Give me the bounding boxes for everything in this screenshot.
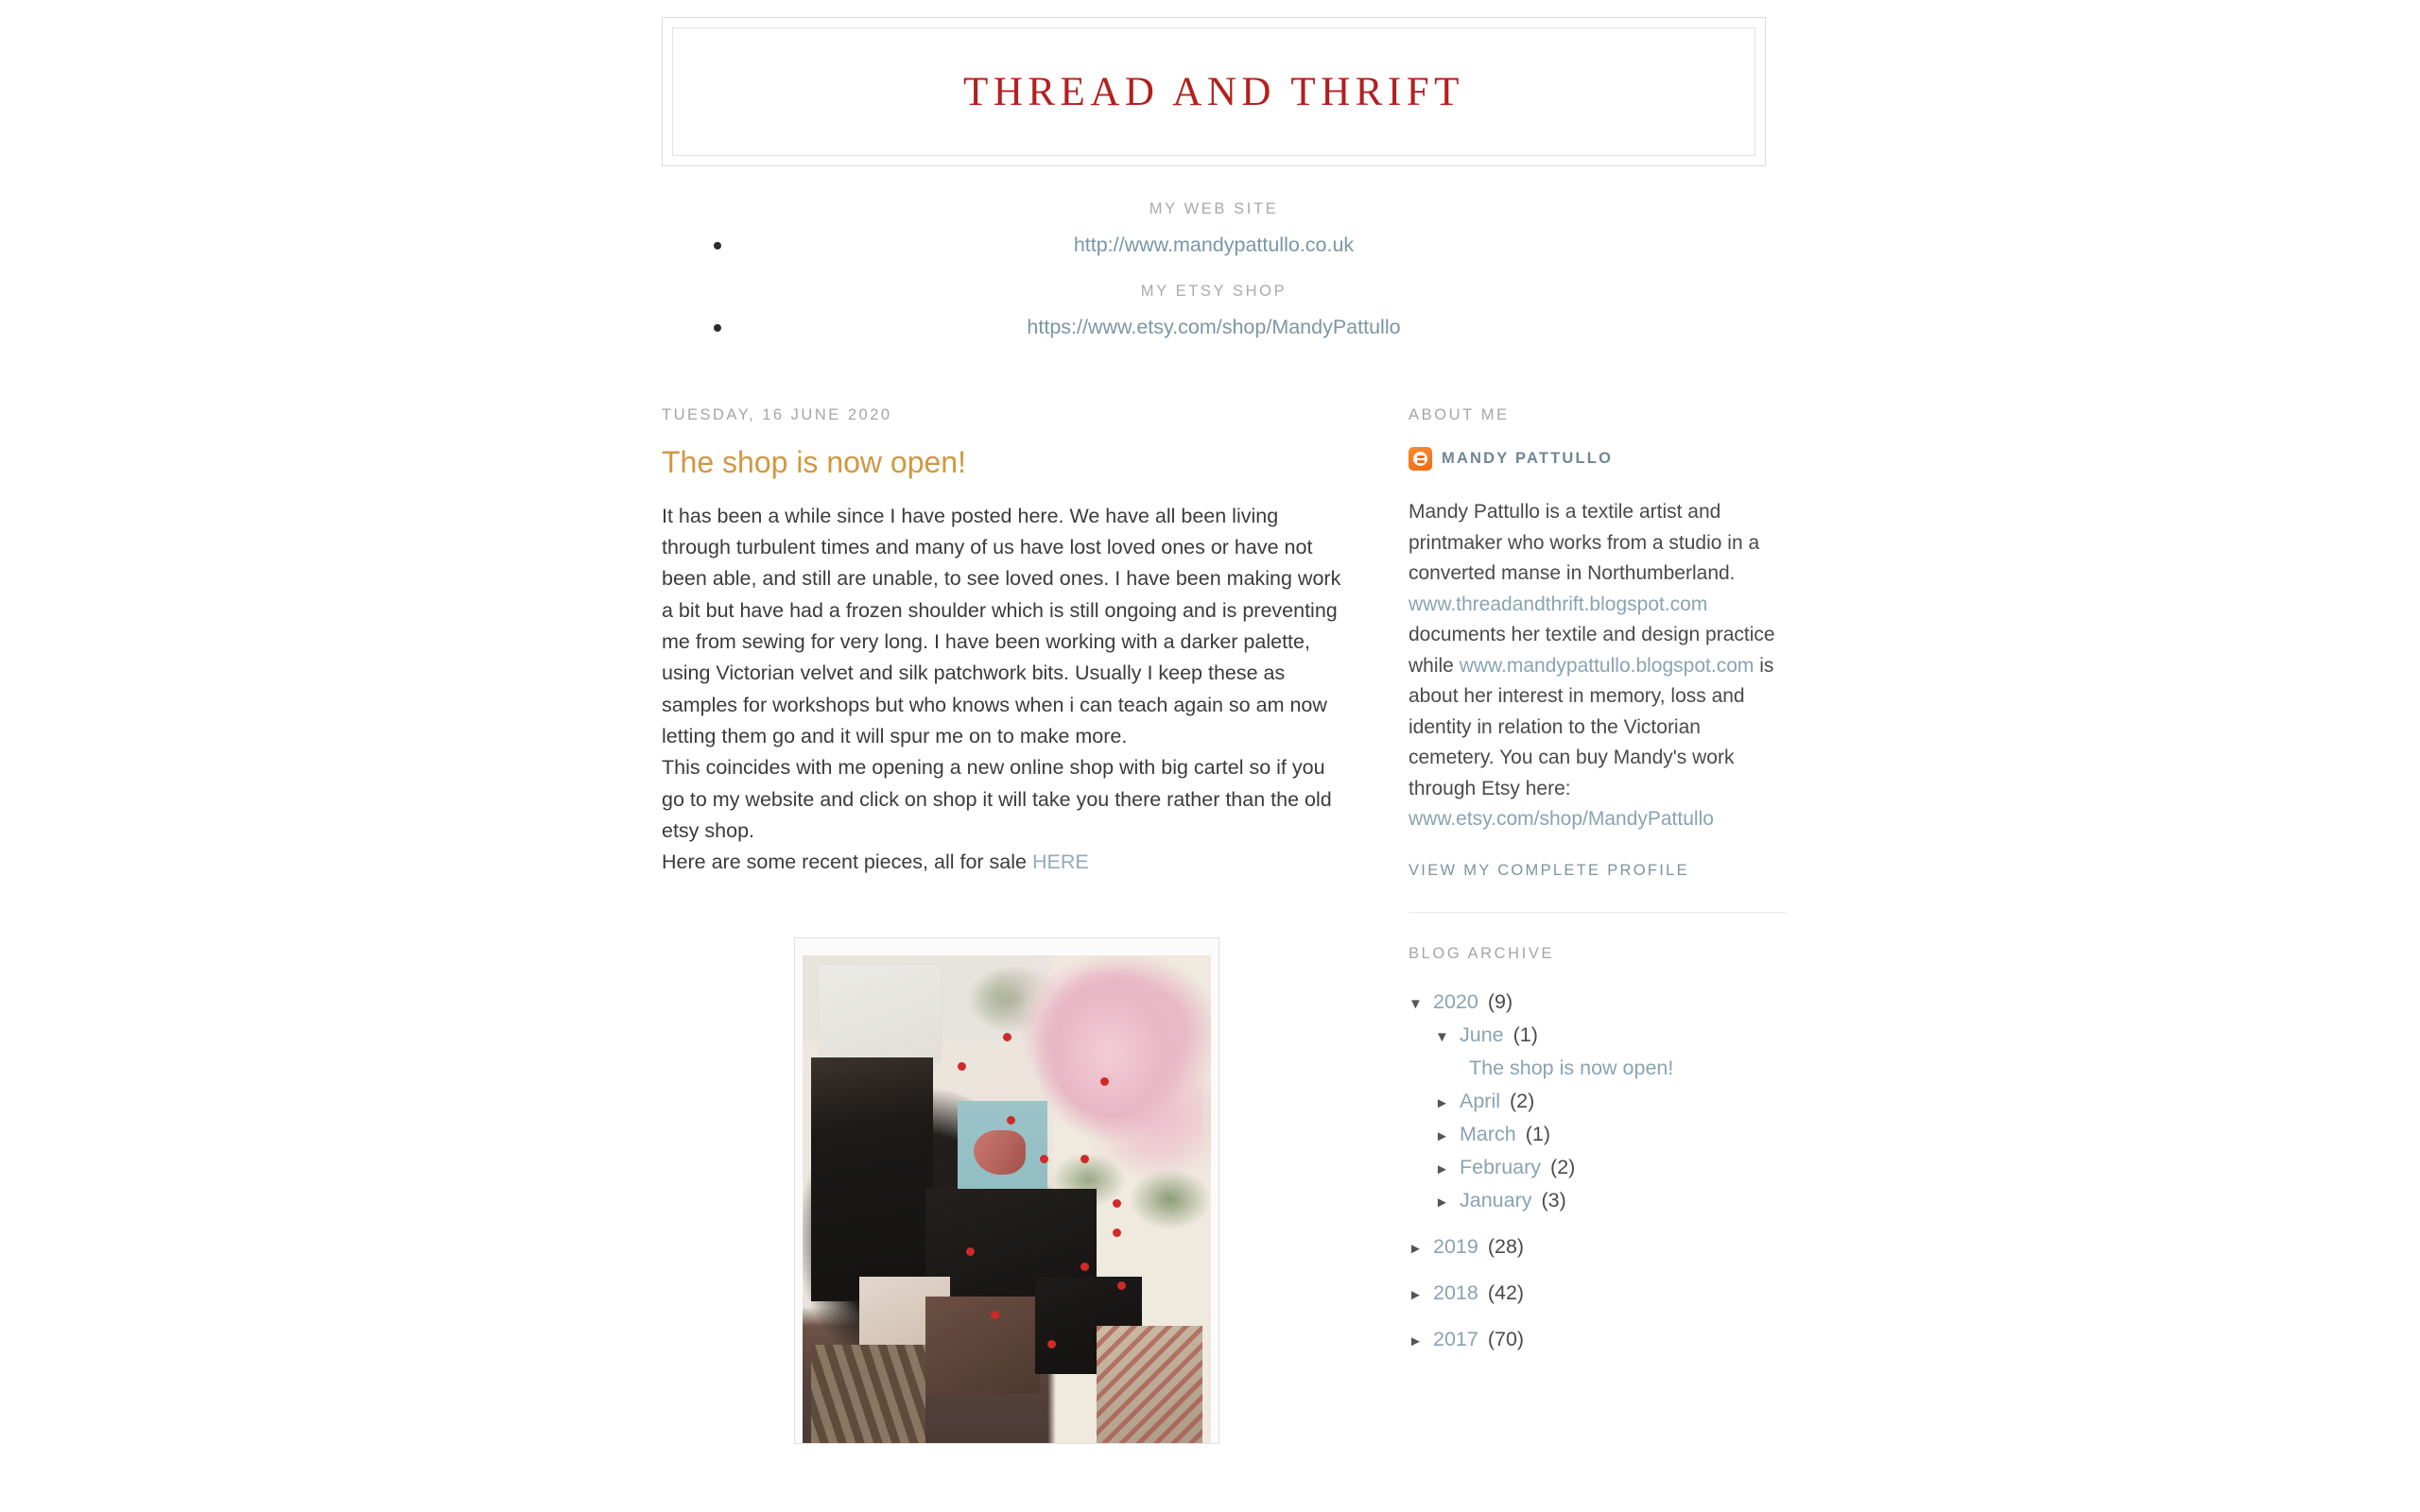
post-paragraph-1: It has been a while since I have posted here. We have all been living through turbulent times and many of us have lost loved ones or have not been able, and still are unable, to see loved ones. I have been making work a bit but have had a frozen shoulder which is still ongoing and is preventing me from sewing for very long. I have been working with a darker palette, using Victorian velvet and silk patchwork bits. Usually I keep these as samples for workshops but who knows when i can teach again so am now letting them go and it will spur me on to make more. xyxy=(662,504,1341,747)
sidebar-blog-archive xyxy=(1409,945,1787,1356)
archive-collapse-icon[interactable]: ▼ xyxy=(1435,1029,1449,1046)
sidebar-column xyxy=(1409,406,1787,1356)
profile-bio-part-1: Mandy Pattullo is a textile artist and printmaker who works from a studio in a converted manse in Northumberland. xyxy=(1409,501,1760,585)
archive-period-link[interactable]: June xyxy=(1460,1023,1504,1047)
post-artwork-image xyxy=(803,955,1211,1443)
link-etsy-shop-profile[interactable]: www.etsy.com/shop/MandyPattullo xyxy=(1409,808,1714,831)
archive-expand-icon[interactable]: ► xyxy=(1409,1333,1423,1350)
sidebar-heading-blog-archive: BLOG ARCHIVE xyxy=(1409,945,1555,963)
artwork-berry xyxy=(958,1062,966,1071)
archive-period-link[interactable]: 2020 xyxy=(1433,990,1478,1014)
archive-count: (2) xyxy=(1510,1090,1535,1113)
archive-expand-icon[interactable]: ► xyxy=(1409,1287,1423,1304)
web-site-link-list xyxy=(662,223,1766,267)
link-etsy-shop[interactable]: https://www.etsy.com/shop/MandyPattullo xyxy=(1027,316,1401,338)
post-paragraph-3-text: Here are some recent pieces, all for sale xyxy=(662,850,1032,874)
artwork-region-striped-patch xyxy=(811,1345,925,1442)
archive-spacer xyxy=(1409,1263,1787,1277)
artwork-berry xyxy=(1003,1033,1011,1041)
artwork-berry xyxy=(1080,1263,1089,1271)
archive-expand-icon[interactable]: ► xyxy=(1435,1095,1449,1112)
archive-period-link[interactable]: 2018 xyxy=(1433,1281,1478,1305)
widget-heading-etsy-shop: MY ETSY SHOP xyxy=(1140,283,1288,300)
profile-name-link[interactable]: MANDY PATTULLO xyxy=(1442,450,1614,467)
archive-row xyxy=(1409,1019,1787,1052)
blog-header-inner-frame xyxy=(672,27,1755,156)
post-image-frame[interactable] xyxy=(794,937,1219,1444)
archive-collapse-icon[interactable]: ▼ xyxy=(1409,996,1423,1013)
widget-heading-web-site: MY WEB SITE xyxy=(1149,200,1279,217)
archive-expand-icon[interactable]: ► xyxy=(1435,1194,1449,1211)
archive-count: (42) xyxy=(1487,1281,1525,1305)
archive-row xyxy=(1409,1277,1787,1310)
archive-row xyxy=(1409,1323,1787,1356)
top-link-widgets xyxy=(662,185,1766,350)
profile-bio-part-2: documents her textile and design practice while xyxy=(1409,624,1775,677)
artwork-region-pale-patch xyxy=(819,965,942,1062)
archive-count: (70) xyxy=(1487,1328,1525,1351)
bullet-icon xyxy=(714,324,721,332)
artwork-region-patterned-patch xyxy=(1097,1326,1202,1443)
artwork-region-pink-lily xyxy=(1035,970,1202,1189)
archive-period-link[interactable]: February xyxy=(1460,1156,1542,1179)
archive-expand-icon[interactable]: ► xyxy=(1409,1241,1423,1258)
archive-period-link[interactable]: April xyxy=(1460,1090,1501,1113)
artwork-berry xyxy=(1007,1116,1015,1125)
profile-bio xyxy=(1409,497,1787,835)
archive-count: (28) xyxy=(1487,1235,1525,1259)
archive-row xyxy=(1409,1151,1787,1184)
archive-count: (9) xyxy=(1487,990,1513,1014)
archive-row xyxy=(1409,1184,1787,1217)
archive-post-link[interactable]: The shop is now open! xyxy=(1469,1057,1674,1080)
artwork-berry xyxy=(966,1247,975,1256)
archive-count: (1) xyxy=(1525,1123,1551,1146)
sidebar-heading-about-me: ABOUT ME xyxy=(1409,406,1510,423)
artwork-berry xyxy=(1117,1281,1126,1290)
profile-bio-part-3: is about her interest in memory, loss and identity in relation to the Victorian cemetery. You can buy Mandy's work through Etsy here: xyxy=(1409,654,1774,799)
archive-row xyxy=(1409,986,1787,1019)
archive-row xyxy=(1409,1085,1787,1118)
bullet-icon xyxy=(714,242,721,249)
link-mandypattullo-blogspot[interactable]: www.mandypattullo.blogspot.com xyxy=(1459,654,1754,677)
post-body xyxy=(662,501,1352,879)
link-threadandthrift-blogspot[interactable]: www.threadandthrift.blogspot.com xyxy=(1409,593,1708,615)
archive-spacer xyxy=(1409,1217,1787,1230)
blogger-icon xyxy=(1409,447,1432,471)
sidebar-divider xyxy=(1409,912,1787,913)
artwork-berry xyxy=(1113,1199,1121,1208)
profile-name-row xyxy=(1409,447,1787,471)
archive-period-link[interactable]: 2019 xyxy=(1433,1235,1478,1259)
artwork-region-brown-block xyxy=(925,1297,1040,1394)
archive-expand-icon[interactable]: ► xyxy=(1435,1128,1449,1145)
archive-row xyxy=(1409,1052,1787,1085)
list-item xyxy=(662,305,1766,350)
archive-expand-icon[interactable]: ► xyxy=(1435,1161,1449,1178)
post-paragraph-2: This coincides with me opening a new online shop with big cartel so if you go to my website and click on shop it will take you there rather than the old etsy shop. xyxy=(662,756,1332,842)
artwork-berry xyxy=(1040,1155,1048,1163)
post-title: The shop is now open! xyxy=(662,445,966,479)
post-image-container xyxy=(662,937,1352,1444)
blog-header xyxy=(662,17,1766,166)
archive-count: (3) xyxy=(1541,1189,1566,1212)
post-date: TUESDAY, 16 JUNE 2020 xyxy=(662,406,892,423)
archive-row xyxy=(1409,1118,1787,1151)
artwork-berry xyxy=(991,1311,999,1319)
archive-period-link[interactable]: 2017 xyxy=(1433,1328,1478,1351)
archive-row xyxy=(1409,1230,1787,1263)
main-post-column xyxy=(662,406,1352,1444)
artwork-berry xyxy=(1100,1077,1109,1086)
link-mandypattullo-website[interactable]: http://www.mandypattullo.co.uk xyxy=(1073,233,1355,256)
archive-count: (1) xyxy=(1512,1023,1538,1047)
artwork-region-dark-velvet-left xyxy=(811,1057,934,1301)
artwork-berry xyxy=(1080,1155,1089,1163)
sidebar-about-me xyxy=(1409,406,1787,880)
widget-my-etsy-shop xyxy=(662,267,1766,350)
archive-count: (2) xyxy=(1550,1156,1576,1179)
blog-title: THREAD AND THRIFT xyxy=(963,69,1464,114)
archive-list xyxy=(1409,986,1787,1356)
archive-period-link[interactable]: January xyxy=(1460,1189,1532,1212)
post-paragraph-3 xyxy=(662,847,1352,878)
etsy-shop-link-list xyxy=(662,305,1766,350)
list-item xyxy=(662,223,1766,267)
widget-my-web-site xyxy=(662,185,1766,267)
link-here[interactable]: HERE xyxy=(1031,850,1089,874)
archive-spacer xyxy=(1409,1310,1787,1323)
archive-period-link[interactable]: March xyxy=(1460,1123,1516,1146)
artwork-berry xyxy=(1113,1228,1121,1237)
view-complete-profile-link[interactable]: VIEW MY COMPLETE PROFILE xyxy=(1409,862,1689,880)
